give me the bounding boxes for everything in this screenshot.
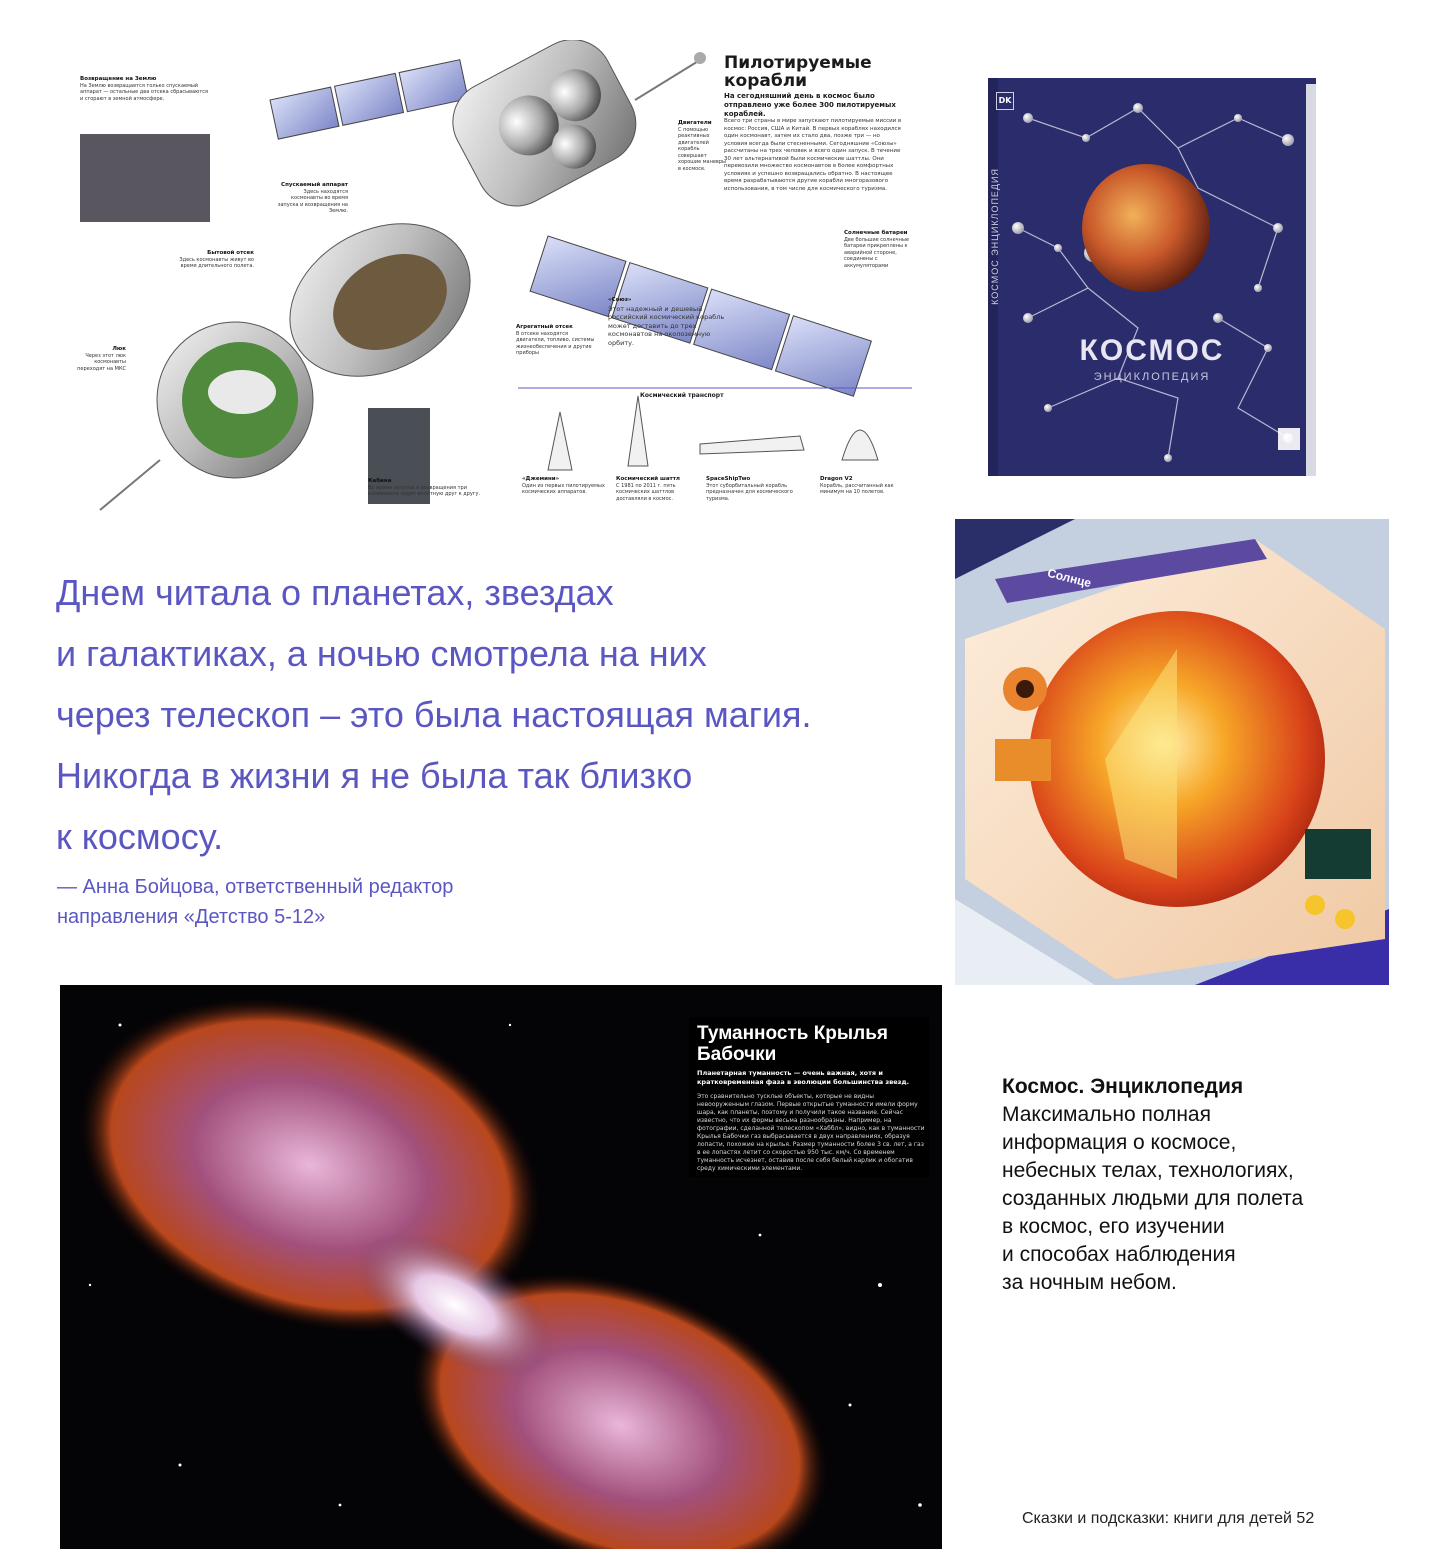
note-orbital: Бытовой отсек Здесь космонавты живут во время длительного полета. [179, 250, 254, 269]
publisher-logo: DK [996, 92, 1014, 110]
attribution-line: направления «Детство 5-12» [57, 906, 326, 928]
transport-shuttle: Космический шаттл С 1981 по 2011 г. пять космических шаттлов доставляли в космос. [616, 476, 680, 502]
cover-title: КОСМОС [1079, 334, 1225, 367]
description-line: и способах наблюдения [1002, 1243, 1236, 1266]
transport-dragon: Dragon V2 Корабль, рассчитанный как минимум на 10 полетов. [820, 476, 894, 495]
editor-quote [56, 562, 956, 867]
quote-attribution [57, 872, 657, 932]
book-cover [988, 78, 1316, 476]
note-engines: Двигатели С помощью реактивных двигателей корабль совершает хорошие маневры в космосе. [678, 120, 726, 172]
spread-heading: Пилотируемые корабли [724, 53, 872, 91]
transport-title: Космический транспорт [640, 392, 724, 399]
page-footer: Сказки и подсказки: книги для детей 52 [1022, 1510, 1315, 1527]
note-return: Возвращение на Землю На Землю возвращается только спускаемый аппарат — остальные два отсека сбрасываются и сгорают в земной атмосфере. [80, 76, 208, 102]
sun-page-photo [955, 519, 1389, 985]
description-line: в космос, его изучении [1002, 1215, 1225, 1238]
note-hatch: Люк Через этот люк космонавты переходят на МКС [77, 346, 126, 372]
sun-book-image [955, 519, 1389, 985]
description-line: небесных телах, технологиях, [1002, 1159, 1294, 1182]
nebula-body: Это сравнительно тусклые объекты, которые не видны невооруженным глазом. Первые открытые туманности имели форму шара, как планеты, поэтому и получили такое название. Сейчас известно, что их формы весьма разнообразны. Например, на фотографии, сделанной телескопом «Хаббл», видно, как в туманности Крылья Бабочки газ выбрасывается в двух направлениях, образуя лопасти, похожие на крылья. Размер туманности более 3 св. лет, а газ в ее лопастях летит со скоростью 950 тыс. км/ч. Со временем туманность исчезнет, оставив после себя белый карлик и обогатив среду химическими элементами. [697, 1093, 925, 1172]
sun-page-heading: Солнце [1045, 565, 1093, 591]
transport-spaceshiptwo: SpaceShipTwo Этот суборбитальный корабль предназначен для космического туризма. [706, 476, 793, 502]
manned-ships-spread [60, 40, 918, 518]
quote-line: через телескоп – это была настоящая магия. [56, 694, 812, 735]
note-panels: Солнечные батареи Две большие солнечные батареи прикреплены к аварийной стороне, соединены с аккумуляторами [844, 230, 909, 269]
description-line: Максимально полная [1002, 1103, 1211, 1126]
note-cabin: Кабина Во время запуска и возвращения три космонавта сидят вплотную друг к другу. [368, 478, 481, 497]
nebula-title: Туманность Крылья Бабочки [697, 1023, 888, 1065]
book-description [1002, 1073, 1402, 1297]
attribution-line: — Анна Бойцова, ответственный редактор [57, 876, 454, 898]
description-line: за ночным небом. [1002, 1271, 1177, 1294]
note-descent: Спускаемый аппарат Здесь находятся космонавты во время запуска и возвращения на Землю. [277, 182, 348, 214]
book-title: Космос. Энциклопедия [1002, 1075, 1244, 1098]
cover-spine-text: КОСМОС ЭНЦИКЛОПЕДИЯ [990, 168, 1000, 305]
description-line: созданных людьми для полета [1002, 1187, 1304, 1210]
upper-solar-panel [270, 60, 468, 139]
nebula-lead: Планетарная туманность — очень важная, хотя и кратковременная фаза в эволюции большинства звезд. [697, 1069, 910, 1086]
transport-gemini: «Джемини» Один из первых пилотируемых космических аппаратов. [522, 476, 605, 495]
quote-line: Днем читала о планетах, звездах [56, 572, 614, 613]
spread-body: Всего три страны в мире запускают пилотируемые миссии в космос: Россия, США и Китай. В первых кораблях находился один космонавт, затем их стало два, позже три — но условия всегда были стесненными. Сегодняшние «Союзы» рассчитаны на трех человек и всего один запуск. В течение 30 лет альтернативой были космические шаттлы. Они перевозили множество космонавтов в более комфортных условиях и успешно возвращались обратно. В настоящее время разрабатываются другие корабли многоразового использования, в том числе для космического туризма. [724, 118, 902, 192]
note-aggregate: Агрегатный отсек В отсеке находятся двигатели, топливо, системы жизнеобеспечения и другие приборы [516, 324, 595, 356]
cover-art [988, 78, 1316, 476]
cover-subtitle: ЭНЦИКЛОПЕДИЯ [1093, 371, 1211, 383]
quote-line: к космосу. [56, 816, 224, 857]
quote-line: Никогда в жизни я не была так близко [56, 755, 693, 796]
quote-line: и галактиках, а ночью смотрела на них [56, 633, 707, 674]
description-line: информация о космосе, [1002, 1131, 1237, 1154]
note-soyuz: «Союз» Этот надежный и дешевый российский космический корабль может доставить до трех космонавтов на околоземную орбиту. [608, 297, 725, 347]
nebula-spread [60, 985, 942, 1549]
spread-lead: На сегодняшний день в космос было отправлено уже более 300 пилотируемых кораблей. [724, 92, 896, 118]
